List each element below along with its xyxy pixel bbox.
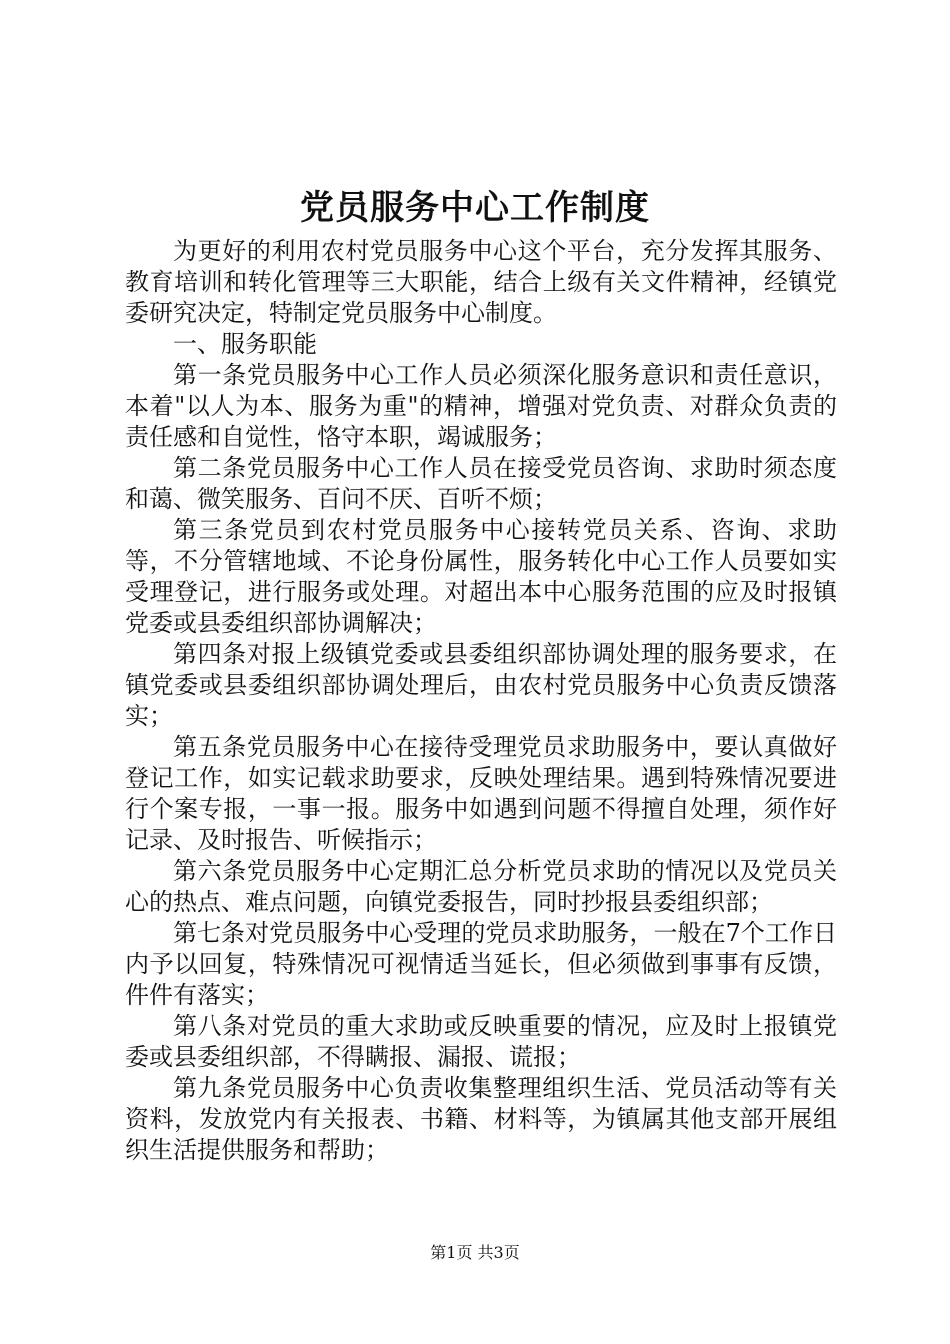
article-paragraph: 第三条党员到农村党员服务中心接转党员关系、咨询、求助等，不分管辖地域、不论身份属性，服务转化中心工作人员要如实受理登记，进行服务或处理。对超出本中心服务范围的应及时报镇党委或县委组织部协调解决； [125, 516, 837, 637]
document-body [125, 236, 837, 1166]
page-footer: 第1页 共3页 [430, 1243, 520, 1262]
intro-paragraph: 为更好的利用农村党员服务中心这个平台，充分发挥其服务、教育培训和转化管理等三大职能，结合上级有关文件精神，经镇党委研究决定，特制定党员服务中心制度。 [125, 237, 837, 327]
article-paragraph: 第五条党员服务中心在接待受理党员求助服务中，要认真做好登记工作，如实记载求助要求，反映处理结果。遇到特殊情况要进行个案专报，一事一报。服务中如遇到问题不得擅自处理，须作好记录、及时报告、听候指示； [125, 733, 837, 854]
article-paragraph: 第二条党员服务中心工作人员在接受党员咨询、求助时须态度和蔼、微笑服务、百问不厌、百听不烦； [125, 454, 837, 513]
article-paragraph: 第七条对党员服务中心受理的党员求助服务，一般在7个工作日内予以回复，特殊情况可视情适当延长，但必须做到事事有反馈，件件有落实； [125, 919, 837, 1009]
article-paragraph: 第四条对报上级镇党委或县委组织部协调处理的服务要求，在镇党委或县委组织部协调处理后，由农村党员服务中心负责反馈落实； [125, 640, 837, 730]
article-paragraph: 第一条党员服务中心工作人员必须深化服务意识和责任意识，本着"以人为本、服务为重"的精神，增强对党负责、对群众负责的责任感和自觉性，恪守本职，竭诚服务； [125, 361, 837, 451]
page-title: 党员服务中心工作制度 [300, 188, 650, 228]
article-paragraph: 第九条党员服务中心负责收集整理组织生活、党员活动等有关资料，发放党内有关报表、书籍、材料等，为镇属其他支部开展组织生活提供服务和帮助； [125, 1074, 837, 1164]
section-heading: 一、服务职能 [173, 330, 317, 358]
article-paragraph: 第六条党员服务中心定期汇总分析党员求助的情况以及党员关心的热点、难点问题，向镇党委报告，同时抄报县委组织部； [125, 857, 837, 916]
article-paragraph: 第八条对党员的重大求助或反映重要的情况，应及时上报镇党委或县委组织部，不得瞒报、漏报、谎报； [125, 1012, 837, 1071]
